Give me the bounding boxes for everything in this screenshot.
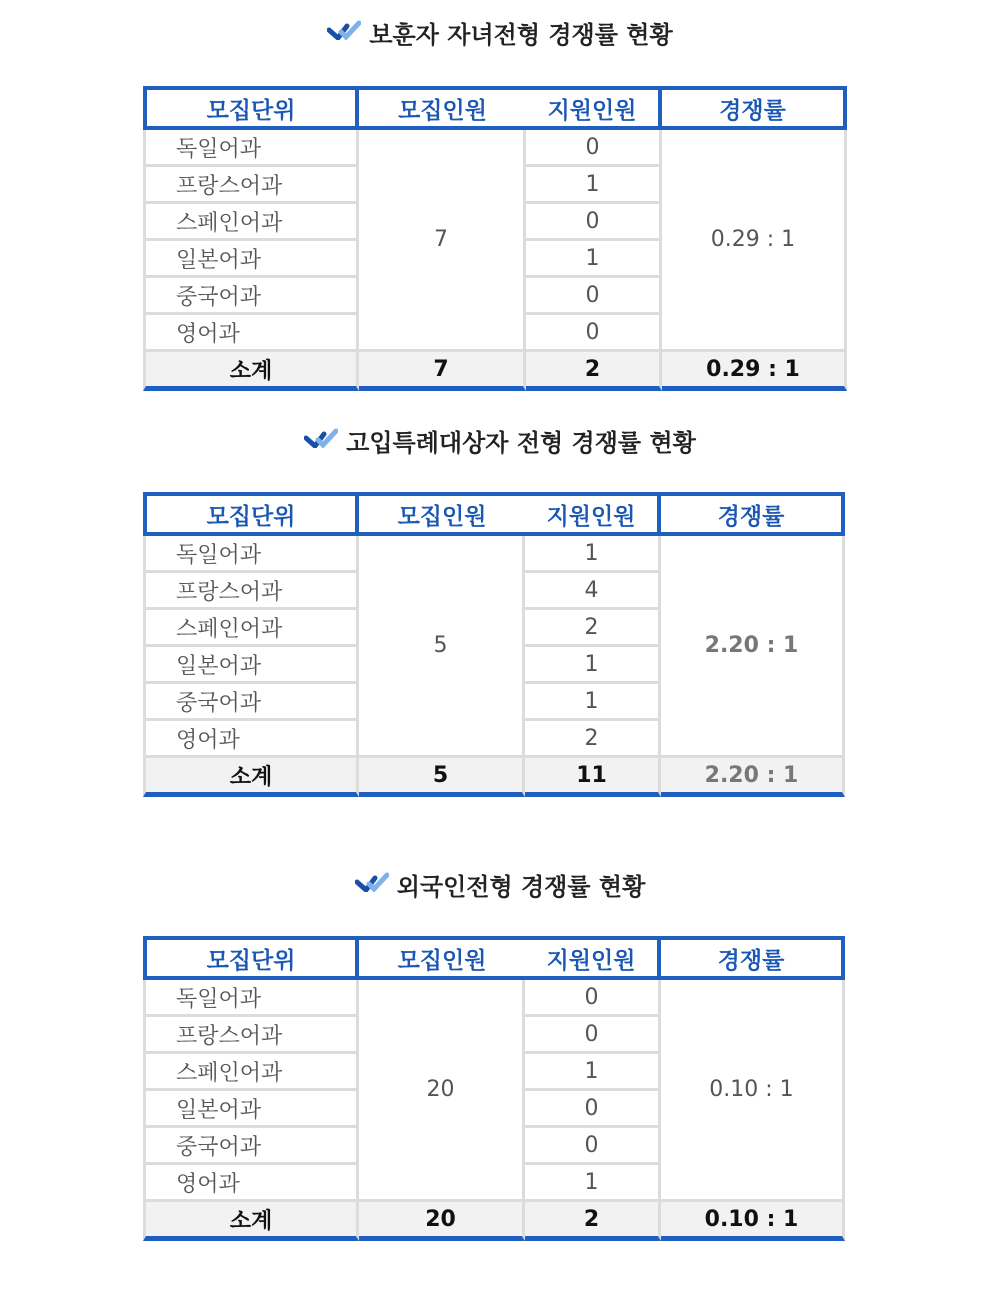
- header-unit: 모집단위: [143, 936, 359, 980]
- applied-cell: 1: [525, 684, 661, 721]
- unit-cell: 스페인어과: [143, 204, 359, 241]
- table-row: [143, 536, 845, 573]
- ratio-cell: 0.29 : 1: [662, 130, 847, 352]
- header-applied: 지원인원: [525, 936, 661, 980]
- section-title-text: 고입특례대상자 전형 경쟁률 현황: [346, 428, 696, 457]
- unit-cell: 스페인어과: [143, 1054, 359, 1091]
- header-ratio: 경쟁률: [661, 936, 845, 980]
- applied-cell: 1: [525, 536, 661, 573]
- unit-cell: 독일어과: [143, 980, 359, 1017]
- unit-cell: 중국어과: [143, 684, 359, 721]
- applied-cell: 0: [525, 1128, 661, 1165]
- subtotal-label: 소계: [143, 352, 359, 391]
- header-applied: 지원인원: [525, 492, 661, 536]
- subtotal-label: 소계: [143, 758, 359, 797]
- recruit-cell: 5: [359, 536, 525, 758]
- header-ratio: 경쟁률: [662, 86, 847, 130]
- ratio-cell: 2.20 : 1: [661, 536, 845, 758]
- section-title-text: 외국인전형 경쟁률 현황: [396, 872, 646, 901]
- unit-cell: 독일어과: [143, 536, 359, 573]
- applied-cell: 2: [525, 610, 661, 647]
- checkmark-icon: [304, 426, 338, 454]
- recruit-cell: 7: [359, 130, 526, 352]
- unit-cell: 스페인어과: [143, 610, 359, 647]
- section-title-1: [0, 12, 1000, 52]
- recruit-cell: 20: [359, 980, 525, 1202]
- subtotal-applied: 2: [526, 352, 662, 391]
- header-unit: 모집단위: [143, 492, 359, 536]
- header-row: [143, 936, 845, 980]
- unit-cell: 일본어과: [143, 1091, 359, 1128]
- unit-cell: 영어과: [143, 1165, 359, 1202]
- applied-cell: 2: [525, 721, 661, 758]
- unit-cell: 중국어과: [143, 278, 359, 315]
- subtotal-recruit: 5: [359, 758, 525, 797]
- header-recruit: 모집인원: [359, 492, 525, 536]
- applied-cell: 1: [525, 1165, 661, 1202]
- checkmark-icon: [327, 18, 361, 46]
- applied-cell: 0: [525, 980, 661, 1017]
- header-applied: 지원인원: [526, 86, 662, 130]
- unit-cell: 독일어과: [143, 130, 359, 167]
- subtotal-recruit: 7: [359, 352, 526, 391]
- subtotal-ratio: 0.10 : 1: [661, 1202, 845, 1241]
- header-recruit: 모집인원: [359, 936, 525, 980]
- header-recruit: 모집인원: [359, 86, 526, 130]
- ratio-cell: 0.10 : 1: [661, 980, 845, 1202]
- table-row: [143, 130, 847, 167]
- subtotal-recruit: 20: [359, 1202, 525, 1241]
- checkmark-icon: [355, 870, 389, 898]
- subtotal-ratio: 2.20 : 1: [661, 758, 845, 797]
- section-title-2: [0, 420, 1000, 460]
- subtotal-label: 소계: [143, 1202, 359, 1241]
- applied-cell: 0: [526, 278, 662, 315]
- subtotal-row: [143, 352, 847, 391]
- subtotal-applied: 11: [525, 758, 661, 797]
- subtotal-row: [143, 1202, 845, 1241]
- subtotal-applied: 2: [525, 1202, 661, 1241]
- competition-table-2: [143, 492, 845, 797]
- section-title-text: 보훈자 자녀전형 경쟁률 현황: [369, 20, 673, 49]
- table-row: [143, 980, 845, 1017]
- subtotal-row: [143, 758, 845, 797]
- applied-cell: 1: [525, 1054, 661, 1091]
- section-title-3: [0, 864, 1000, 904]
- applied-cell: 0: [526, 204, 662, 241]
- header-row: [143, 86, 847, 130]
- header-ratio: 경쟁률: [661, 492, 845, 536]
- unit-cell: 일본어과: [143, 647, 359, 684]
- competition-table-1: [143, 86, 847, 391]
- unit-cell: 중국어과: [143, 1128, 359, 1165]
- competition-table-3: [143, 936, 845, 1241]
- unit-cell: 영어과: [143, 721, 359, 758]
- header-row: [143, 492, 845, 536]
- applied-cell: 4: [525, 573, 661, 610]
- header-unit: 모집단위: [143, 86, 359, 130]
- unit-cell: 프랑스어과: [143, 167, 359, 204]
- applied-cell: 1: [526, 241, 662, 278]
- unit-cell: 일본어과: [143, 241, 359, 278]
- unit-cell: 프랑스어과: [143, 1017, 359, 1054]
- unit-cell: 영어과: [143, 315, 359, 352]
- subtotal-ratio: 0.29 : 1: [662, 352, 847, 391]
- applied-cell: 1: [526, 167, 662, 204]
- applied-cell: 0: [526, 315, 662, 352]
- applied-cell: 1: [525, 647, 661, 684]
- applied-cell: 0: [526, 130, 662, 167]
- unit-cell: 프랑스어과: [143, 573, 359, 610]
- applied-cell: 0: [525, 1091, 661, 1128]
- applied-cell: 0: [525, 1017, 661, 1054]
